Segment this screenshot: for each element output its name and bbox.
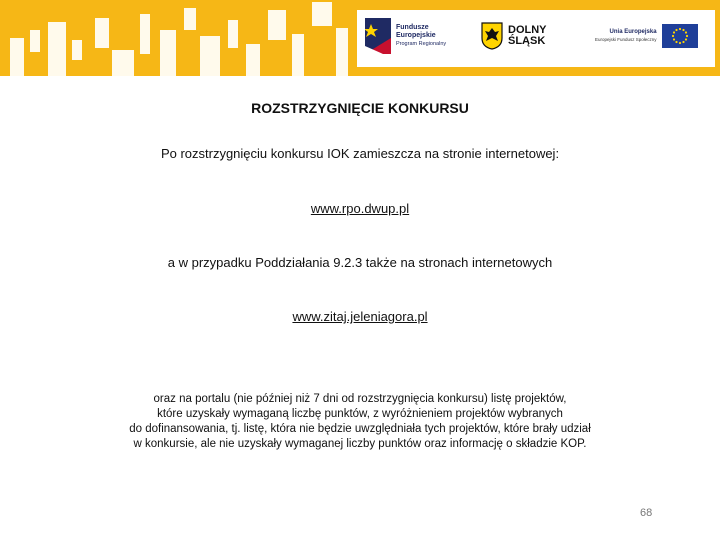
- unia-europejska-logo: [595, 24, 698, 48]
- banner-pattern-block: [112, 50, 134, 76]
- paragraph-line: które uzyskały wymaganą liczbę punktów, z wyróżnieniem projektów wybranych: [157, 408, 563, 420]
- unia-europejska-text: [595, 28, 657, 44]
- banner-pattern-block: [228, 20, 238, 48]
- fe-line3: Program Regionalny: [396, 41, 447, 47]
- banner-pattern-block: [72, 40, 82, 60]
- banner-pattern-block: [268, 10, 286, 40]
- banner-pattern-block: [95, 18, 109, 48]
- ds-line1: DOLNY: [508, 24, 547, 36]
- banner-pattern-block: [140, 14, 150, 54]
- eu-stars-icon: [662, 24, 698, 48]
- banner-pattern-block: [246, 44, 260, 76]
- banner-pattern-block: [200, 36, 220, 76]
- fundusze-europejskie-logo: [365, 18, 446, 54]
- logo-bar: [357, 10, 715, 67]
- banner-pattern-block: [48, 22, 66, 76]
- banner-pattern-block: [312, 2, 332, 26]
- header-banner: [0, 0, 720, 76]
- paragraph-line: do dofinansowania, tj. listę, która nie będzie uwzględniała tych projektów, które brały udział: [129, 423, 591, 435]
- dolny-slask-eagle-icon: [481, 22, 503, 50]
- middle-text: a w przypadku Poddziałania 9.2.3 także na stronach internetowych: [167, 255, 553, 270]
- fe-line2: Europejskie: [396, 32, 436, 39]
- intro-text: Po rozstrzygnięciu konkursu IOK zamieszcza na stronie internetowej:: [160, 146, 560, 161]
- banner-pattern-block: [336, 28, 348, 76]
- ue-line2: Europejski Fundusz Społeczny: [595, 37, 657, 42]
- paragraph-line: w konkursie, ale nie uzyskały wymaganej liczby punktów oraz informację o składzie KOP.: [133, 438, 587, 450]
- banner-pattern-block: [184, 8, 196, 30]
- ue-line1: Unia Europejska: [609, 29, 657, 35]
- info-paragraph: [90, 392, 630, 452]
- page-title: ROZSTRZYGNIĘCIE KONKURSU: [251, 100, 469, 116]
- banner-pattern-block: [160, 30, 176, 76]
- banner-pattern-block: [30, 30, 40, 52]
- rpo-dwup-link[interactable]: www.rpo.dwup.pl: [310, 201, 410, 216]
- dolny-slask-logo: [481, 22, 547, 50]
- zitaj-jeleniagora-link[interactable]: www.zitaj.jeleniagora.pl: [292, 309, 428, 324]
- page-number: 68: [640, 507, 653, 519]
- eu-flag-icon: [662, 24, 698, 48]
- fundusze-europejskie-text: [396, 24, 446, 48]
- link-row-2: [0, 309, 720, 324]
- fundusze-europejskie-emblem-icon: [365, 18, 391, 54]
- banner-pattern-block: [10, 38, 24, 76]
- fe-line1: Fundusze: [396, 24, 429, 31]
- paragraph-line: oraz na portalu (nie później niż 7 dni od rozstrzygnięcia konkursu) listę projektów,: [153, 393, 567, 405]
- link-row-1: [0, 201, 720, 216]
- ds-line2: ŚLĄSK: [508, 35, 546, 47]
- banner-pattern-block: [292, 34, 304, 76]
- dolny-slask-text: [508, 25, 547, 47]
